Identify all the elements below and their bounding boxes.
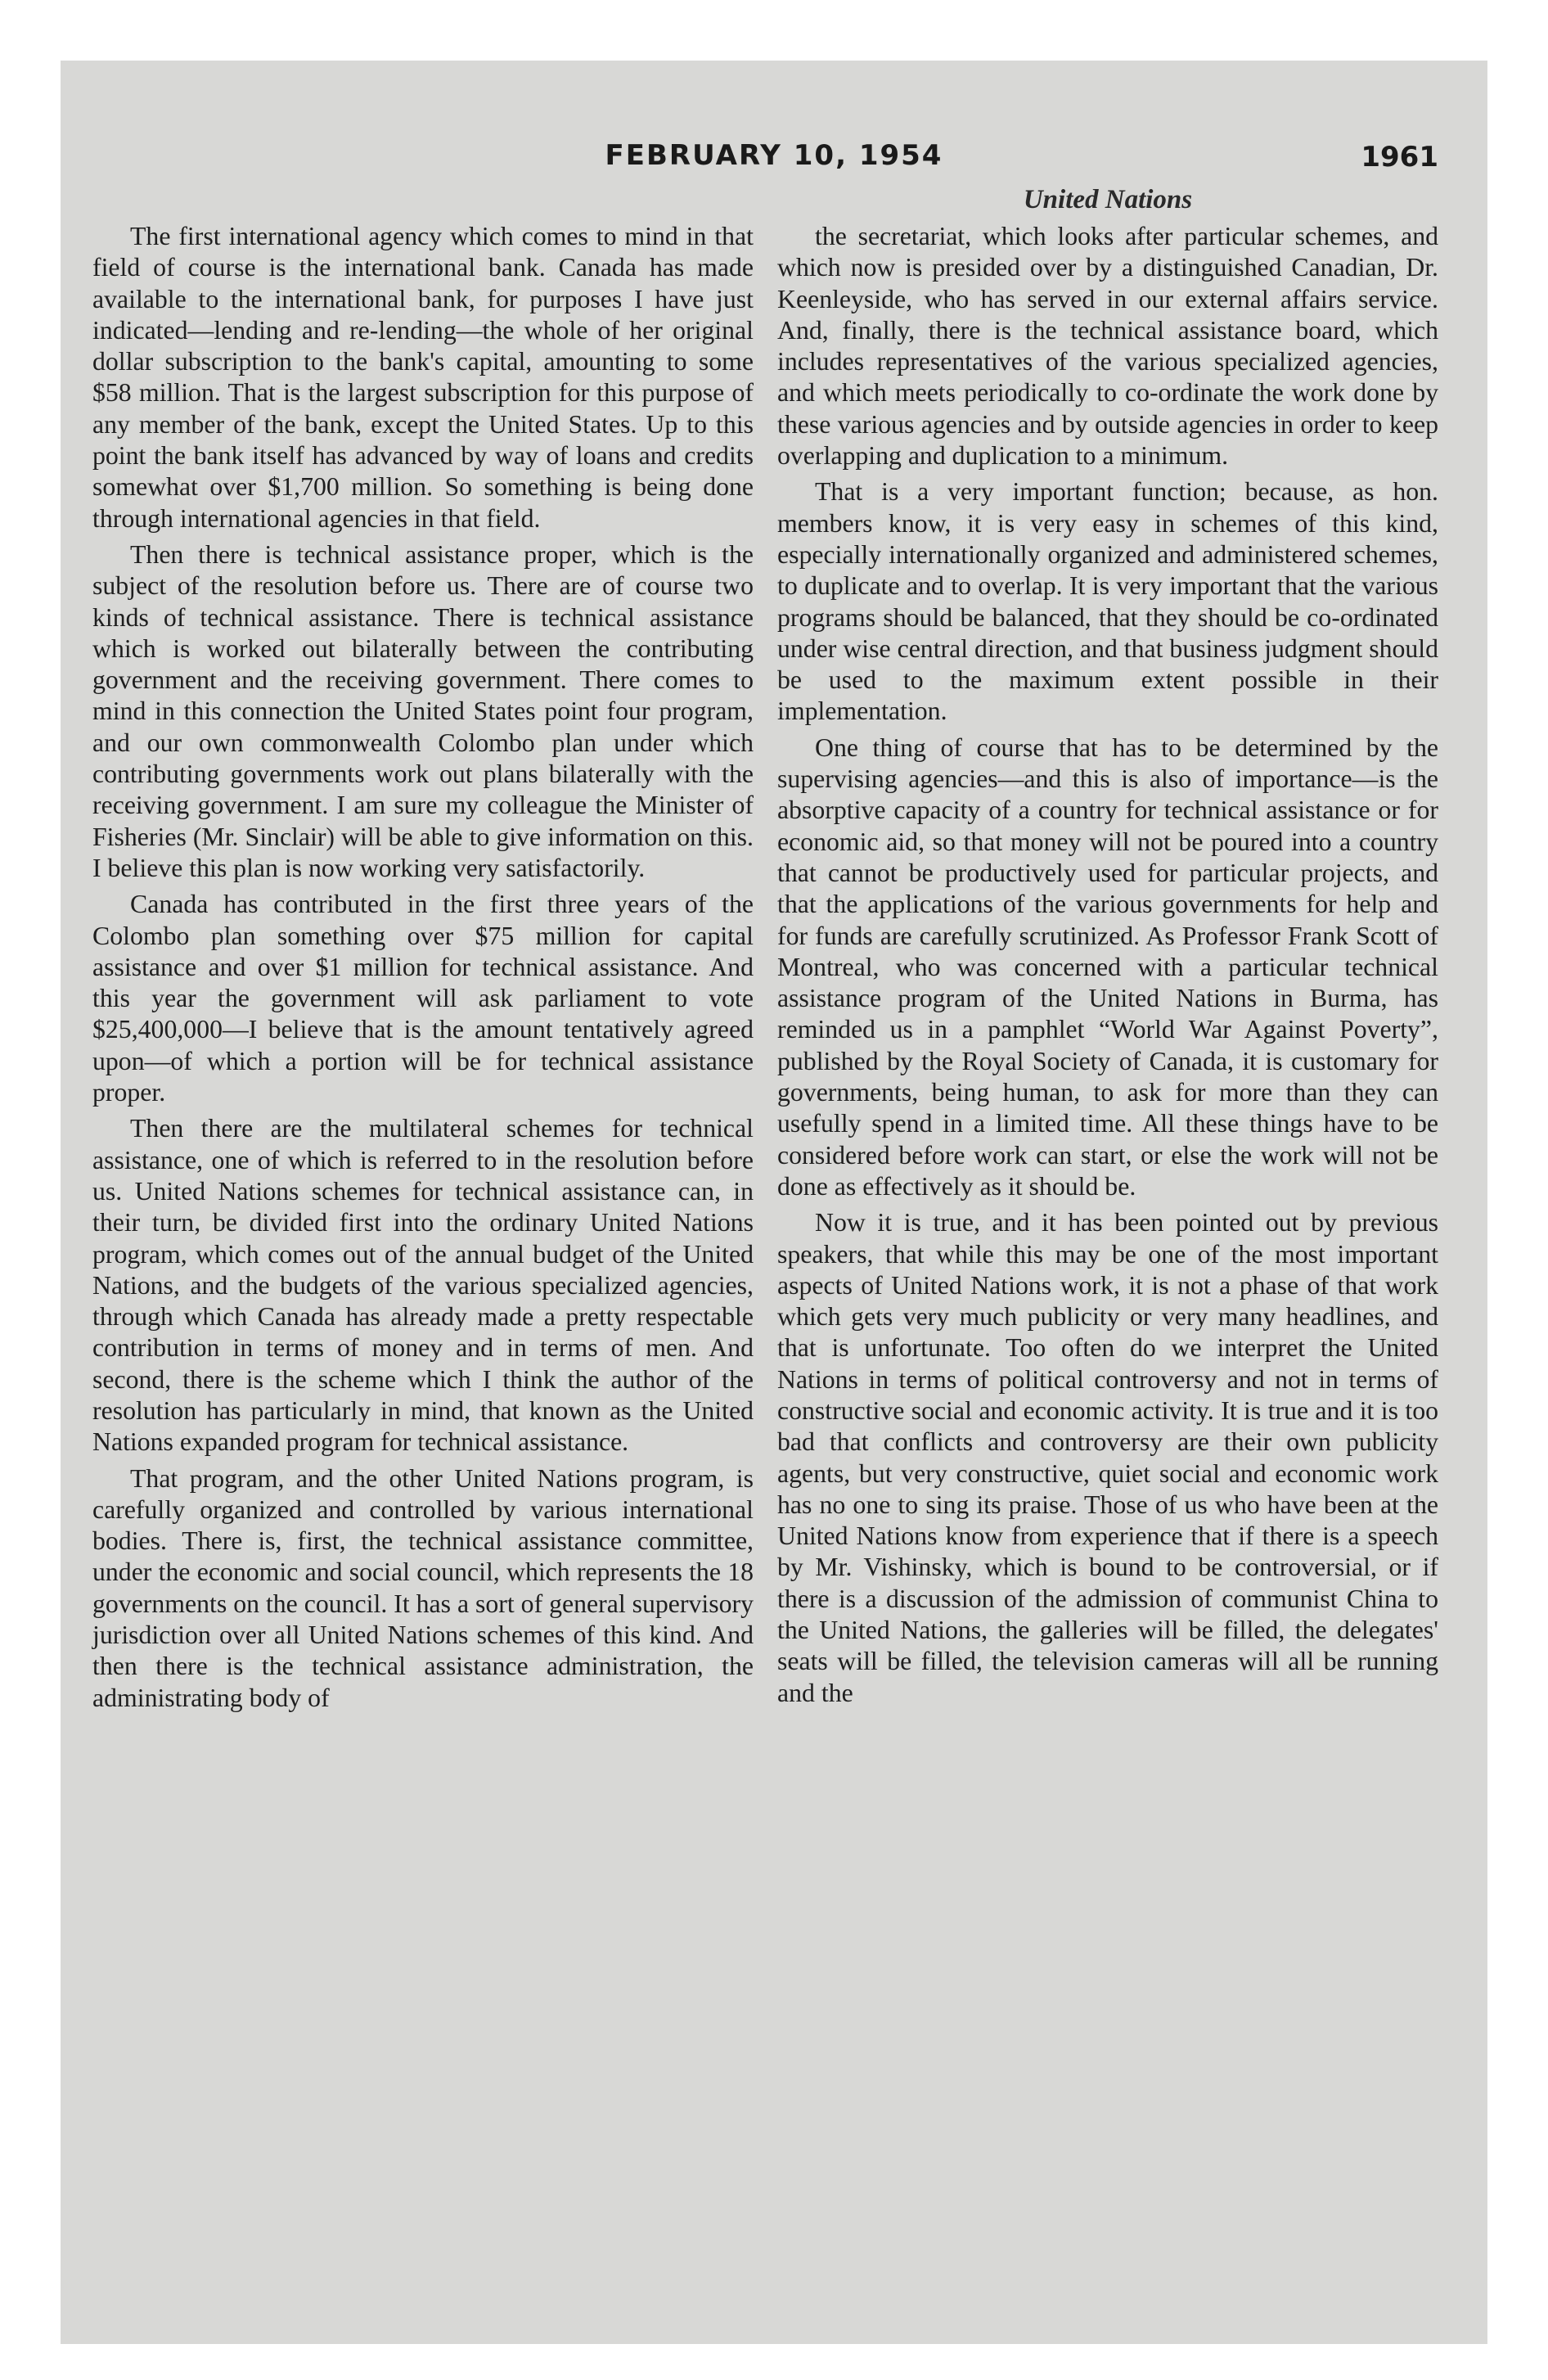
page-number: 1961 (1361, 141, 1438, 174)
paragraph: Now it is true, and it has been pointed out by previous speakers, that while this may be one of the most important aspects of United Nations work, it is not a phase of that work which gets very much publicity or very many headlines, and that is unfortunate. Too often do we interpret the United Nations in terms of political controversy and not in terms of constructive social and economic activity. It is true and it is too bad that conflicts and controversy are their own publicity agents, but very constructive, quiet social and economic work has no one to sing its praise. Those of us who have been at the United Nations know from experience that if there is a speech by Mr. Vishinsky, which is bound to be controversial, or if there is a discussion of the admission of communist China to the United Nations, the galleries will be filled, the delegates' seats will be filled, the television cameras will all be running and the (777, 1208, 1438, 1707)
right-column (777, 221, 1438, 1714)
paragraph: Then there are the multilateral schemes for technical assistance, one of which is referred to in the resolution before us. United Nations schemes for technical assistance can, in their turn, be divided first into the ordinary United Nations program, which comes out of the annual budget of the United Nations, and the budgets of the various specialized agencies, through which Canada has already made a pretty respectable contribution in terms of money and in terms of men. And second, there is the scheme which I think the author of the resolution has particularly in mind, that known as the United Nations expanded program for technical assistance. (92, 1114, 754, 1457)
header-date: FEBRUARY 10, 1954 (605, 139, 943, 172)
section-heading: United Nations (1023, 185, 1193, 214)
paragraph: That is a very important function; because, as hon. members know, it is very easy in schemes of this kind, especially internationally organized and administered schemes, to duplicate and to overlap. It is very important that the various programs should be balanced, that they should be co-ordinated under wise central direction, and that business judgment should be used to the maximum extent possible in their implementation. (777, 477, 1438, 726)
paragraph: the secretariat, which looks after particular schemes, and which now is presided over by a distinguished Canadian, Dr. Keenleyside, who has served in our external affairs service. And, finally, there is the technical assistance board, which includes representatives of the various specialized agencies, and which meets periodically to co-ordinate the work done by these various agencies and by outside agencies in order to keep overlapping and duplication to a minimum. (777, 222, 1438, 471)
paragraph: That program, and the other United Nations program, is carefully organized and controlled by various international bodies. There is, first, the technical assistance committee, under the economic and social council, which represents the 18 governments on the council. It has a sort of general supervisory jurisdiction over all United Nations schemes of this kind. And then there is the technical assistance administration, the administrating body of (92, 1463, 754, 1712)
paragraph: One thing of course that has to be determined by the supervising agencies—and this is also of importance—is the absorptive capacity of a country for technical assistance or for economic aid, so that money will not be poured into a country that cannot be productively used for particular projects, and that the applications of the various governments for help and for funds are carefully scrutinized. As Professor Frank Scott of Montreal, who was concerned with a particular technical assistance program of the United Nations in Burma, has reminded us in a pamphlet “World War Against Poverty”, published by the Royal Society of Canada, it is customary for governments, being human, to ask for more than they can usefully spend in a limited time. All these things have to be considered before work can start, or else the work will not be done as effectively as it should be. (777, 732, 1438, 1201)
left-column (92, 221, 754, 1719)
paragraph: Canada has contributed in the first three years of the Colombo plan something over $75 million for capital assistance and over $1 million for technical assistance. And this year the government will ask parliament to vote $25,400,000—I believe that is the amount tentatively agreed upon—of which a portion will be for technical assistance proper. (92, 890, 754, 1107)
paragraph: The first international agency which comes to mind in that field of course is the international bank. Canada has made available to the international bank, for purposes I have just indicated—lending and re-lending—the whole of her original dollar subscription to the bank's capital, amounting to some $58 million. That is the largest subscription for this purpose of any member of the bank, except the United States. Up to this point the bank itself has advanced by way of loans and credits somewhat over $1,700 million. So something is being done through international agencies in that field. (92, 222, 754, 533)
paragraph: Then there is technical assistance proper, which is the subject of the resolution before us. There are of course two kinds of technical assistance. There is technical assistance which is worked out bilaterally between the contributing government and the receiving government. There comes to mind in this connection the United States point four program, and our own commonwealth Colombo plan under which contributing governments work out plans bilaterally with the receiving government. I am sure my colleague the Minister of Fisheries (Mr. Sinclair) will be able to give information on this. I believe this plan is now working very satisfactorily. (92, 539, 754, 882)
